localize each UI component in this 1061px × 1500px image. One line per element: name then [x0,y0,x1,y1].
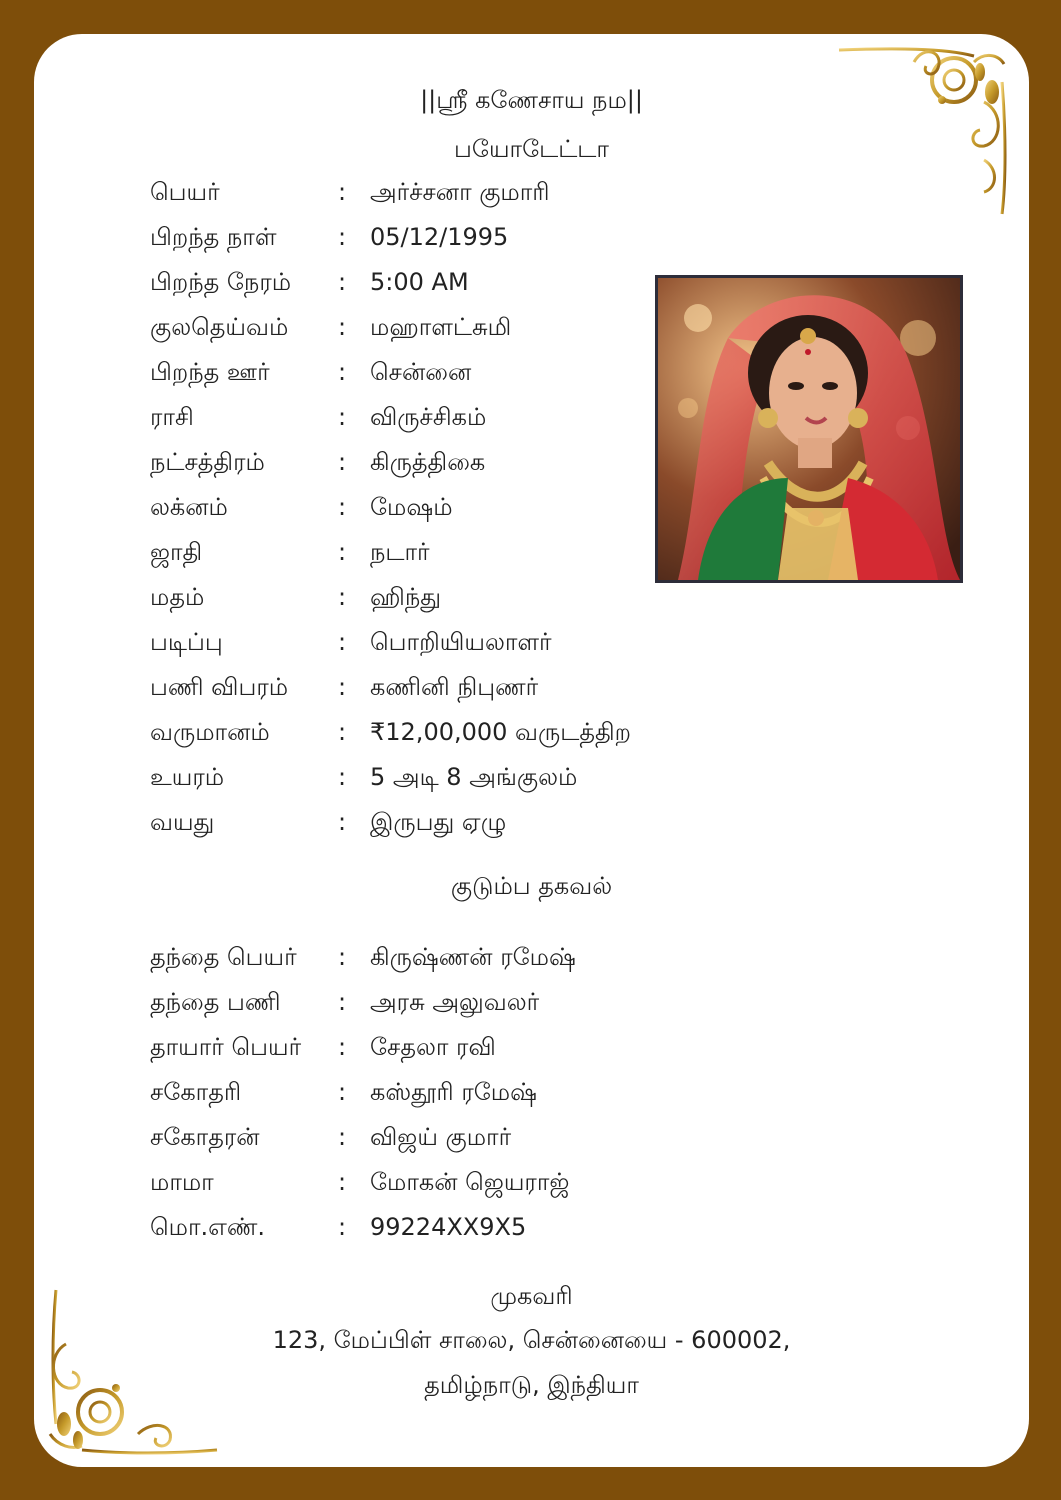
detail-label: மொ.எண். [150,1213,266,1241]
detail-label: வருமானம் [150,718,270,746]
detail-separator: : [338,628,347,656]
detail-separator: : [338,1168,347,1196]
detail-value: 05/12/1995 [370,223,509,251]
detail-separator: : [338,1078,347,1106]
detail-label: பிறந்த நேரம் [150,268,292,296]
detail-value: மோகன் ஜெயராஜ் [370,1168,570,1196]
detail-value: விஜய் குமார் [370,1123,512,1151]
detail-label: பிறந்த நாள் [150,223,277,251]
detail-label: மதம் [150,583,205,611]
address-heading: முகவரி [490,1282,573,1310]
detail-separator: : [338,763,347,791]
detail-value: சென்னை [370,358,472,386]
detail-label: மாமா [150,1168,214,1196]
detail-separator: : [338,358,347,386]
detail-separator: : [338,673,347,701]
detail-value: கஸ்தூரி ரமேஷ் [370,1078,537,1106]
detail-separator: : [338,313,347,341]
detail-separator: : [338,1123,347,1151]
detail-value: 99224XX9X5 [370,1213,527,1241]
detail-separator: : [338,268,347,296]
detail-separator: : [338,808,347,836]
profile-photo [655,275,963,583]
detail-separator: : [338,178,347,206]
detail-separator: : [338,1213,347,1241]
detail-label: லக்னம் [150,493,228,521]
detail-separator: : [338,448,347,476]
detail-separator: : [338,943,347,971]
detail-label: பெயர் [150,178,220,206]
detail-value: விருச்சிகம் [370,403,487,431]
detail-separator: : [338,538,347,566]
detail-label: தாயார் பெயர் [150,1033,302,1061]
detail-label: சகோதரி [150,1078,242,1106]
invocation-heading: ||ஸ்ரீ கணேசாய நம|| [420,86,643,114]
detail-value: இருபது ஏழு [370,808,507,836]
detail-label: பணி விபரம் [150,673,289,701]
detail-value: சேதலா ரவி [370,1033,496,1061]
detail-separator: : [338,718,347,746]
detail-value: கிருஷ்ணன் ரமேஷ் [370,943,576,971]
detail-value: நடார் [370,538,430,566]
detail-label: பிறந்த ஊர் [150,358,270,386]
detail-value: ₹12,00,000 வருடத்திற [370,718,631,746]
detail-label: நட்சத்திரம் [150,448,265,476]
detail-label: படிப்பு [150,628,223,656]
detail-separator: : [338,583,347,611]
page-title: பயோடேட்டா [454,135,609,163]
detail-value: மஹாளட்சுமி [370,313,512,341]
detail-value: மேஷம் [370,493,453,521]
detail-label: ராசி [150,403,194,431]
detail-value: அர்ச்சனா குமாரி [370,178,550,206]
detail-label: ஜாதி [150,538,203,566]
detail-separator: : [338,493,347,521]
family-section-heading: குடும்ப தகவல் [450,872,613,900]
address-line-1: 123, மேப்பிள் சாலை, சென்னையை - 600002, [272,1326,791,1354]
detail-label: தந்தை பணி [150,988,281,1016]
detail-value: கணினி நிபுணர் [370,673,539,701]
detail-value: பொறியியலாளர் [370,628,552,656]
address-line-2: தமிழ்நாடு, இந்தியா [424,1371,639,1399]
detail-separator: : [338,988,347,1016]
detail-label: தந்தை பெயர் [150,943,297,971]
detail-value: கிருத்திகை [370,448,486,476]
detail-value: 5:00 AM [370,268,469,296]
detail-label: வயது [150,808,215,836]
biodata-card [34,34,1029,1467]
detail-separator: : [338,403,347,431]
detail-value: ஹிந்து [370,583,442,611]
detail-separator: : [338,1033,347,1061]
detail-label: உயரம் [150,763,225,791]
detail-value: அரசு அலுவலர் [370,988,540,1016]
detail-value: 5 அடி 8 அங்குலம் [370,763,578,791]
detail-label: சகோதரன் [150,1123,260,1151]
bride-portrait-icon [658,278,960,580]
detail-separator: : [338,223,347,251]
detail-label: குலதெய்வம் [150,313,289,341]
